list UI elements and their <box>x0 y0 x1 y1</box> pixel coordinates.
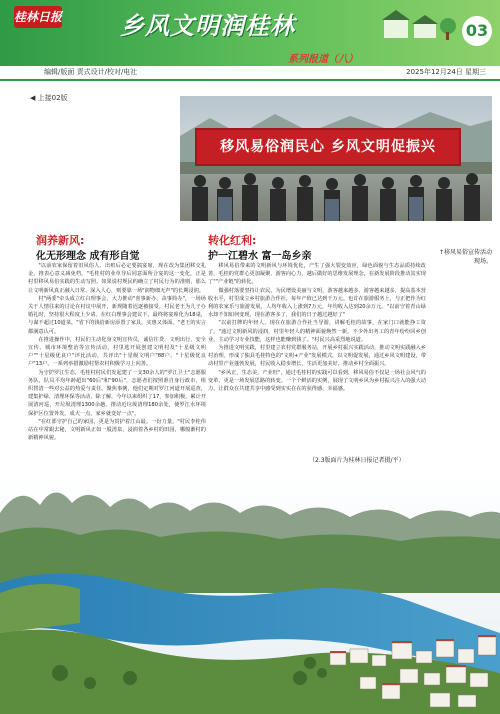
paragraph: "在红部守护自己的家园，更是为贯护着江山最。一份力量。"村民李桂伟站在中常跟去秘，文明新风正如一股清泉，浸润着各乡村的田园，哪般渐村的新精神风貌。 <box>28 418 206 442</box>
page-masthead: 乡风文明润桂林 <box>120 12 295 40</box>
editor-info: 编辑/版面 责式设计/校对/电社 <box>44 68 138 76</box>
info-bar <box>0 66 500 78</box>
left-kicker: 润养新风: <box>36 234 85 247</box>
paragraph: 村"两委"牵头成立红白理事会，大力推动"喜事新办、丧事简办"，一场场关于人情往来的讨论在村议中展开，新规随着迟逐被接受。村民老王为儿子办婚礼时，坚持很大程度上少请、在红白理事会建议下，最终将宴席化为18桌，与谋不超过10道菜。"省下的钱给新房添置了家具，实惠又体面。"老王的实言都满意认可。 <box>28 295 206 335</box>
header-divider <box>0 79 500 81</box>
newspaper-logo: 桂林日报 <box>14 6 62 28</box>
photo-credit: （2.3版面片为桂林日报记者摄/平） <box>309 457 405 464</box>
paragraph: 为守护罗江生态，毛桂村村民们发起建了一支30余人的"罗江卫士"志愿服务队，队员平均年龄超出"60后"和"90后"，志愿者们按照准自身行政市，组织捞清一些对公益的热爱与责任。聚焦事例，他们定期对罗江河道开展巡查，建集护绿、清理环保等活动，除了解，今年以来组织了17，参加积极，累计开展清河巡，开垃圾清理1300余趟、推动近垃圾清理180余处，使罗江水环境保护区位置外发。成大一点，家乡就变好一点"。 <box>28 369 206 417</box>
event-photo <box>180 96 492 221</box>
photo-caption: ↑移风易俗宣传活动现场。 <box>438 249 492 265</box>
issue-date: 2025年12月24日 星期三 <box>406 68 486 76</box>
paragraph: 在推进操作中，村民们主动化身文明宣传员，诚信往贷、文明出行、安全宣传、城市环境整治等宣传活动，村里选开展创建文明村及"十星级文明户""十星级优良户"评比活动，共评出"十星级文明户"88户、"十星级优良户"13户。一系列举措激励村帮农村积极学习上向善。 <box>28 336 206 368</box>
left-article-body <box>28 262 206 472</box>
crowd-silhouettes <box>180 161 492 221</box>
right-kicker: 转化红利: <box>208 234 257 247</box>
paragraph: 移风易俗带来的文明新风与环境优化，产生了强大裂变效应，绿色面貌与生态品质持续改善，毛桂的党群心更加凝聚、游客向心力，越后做好的思维发展理念，在新发展阶段推动其实现了""产业链"的转化。 <box>208 263 426 286</box>
paragraph: "以前农家保留着旧风俗人、出殡后必定要搞宴席，现在改为集团移交礼金，推表心意义减免档。"毛桂村的业草导后同意面所合宴的这一变化，正是村里移风易俗实践的生动写照。如果说村规民约确立了村民行为的准则，那么让文明新风真正融入日常、深入人心，则要靠一场"润物细无声"的长期浸润。 <box>28 263 206 294</box>
paragraph: "乡风正，生态美，产业旺"，通过毛桂村的实践可以看到，移风易俗不仅是一场社会风气的变革，更是一场发展思路的转变。一个个鲜活的实例，展现了文明乡风为乡村振兴注入的强大动力，让群众在共建共享中感受到实实在在的获得感、幸福感。 <box>208 369 426 393</box>
village-illustration <box>380 6 460 46</box>
paragraph: 做强村落要坚持让农民、为民增设美丽与文明，游客越来越多、游客越来越多，提高基本营收水平，村里成立乡村旅游合作社，每年产值已达到千万元。也许在旅游服务上，与正把作为红利的农家乐与旅游发展，人均年收入上涨到7万元，年均收入达到20余万元。"以前守着青山绿水却不知如何变现，现在游客多了，我们的日子越过越好了" <box>208 287 426 319</box>
banner-text: 移风易俗润民心 乡风文明促振兴 <box>220 139 436 155</box>
page-number: 03 <box>462 16 492 46</box>
left-headline: 化无形理念 成有形自觉 <box>36 251 140 262</box>
landscape-photo <box>0 473 500 714</box>
continued-from-link[interactable]: ◀ 上接02版 <box>30 94 68 102</box>
village-river-illustration <box>0 473 500 714</box>
paragraph: "以前打牌的年轻人，现在在旅游合作社当导游，讲解毛桂的故事，在家门口就能挣工资了。"通过文明新风的浸润，村里年轻人的精神面貌焕然一新，不少外出务工的青年纷纷回乡创业。主动学习专业技能，这样也能赚到钱了。"村民兴高采烈地说道。 <box>208 320 426 343</box>
arrow-left-icon: ◀ <box>30 94 36 102</box>
series-label: 系列报道（八） <box>288 54 358 65</box>
right-article-body <box>208 262 426 454</box>
right-headline: 护一江碧水 富一岛乡亲 <box>208 251 312 262</box>
paragraph: 为推进文明实践，村里建立农村党群服务站，开展乡村振兴实践活动，推动文明实践融入乡村治理。形成了独具毛桂特色的"文明+产业"发展模式，以文明促发展，通过乡风文明建设，带动村里产业蓬勃发展，村民收入稳步增长，生活更加美好，推动乡村全面振兴。 <box>208 345 426 368</box>
